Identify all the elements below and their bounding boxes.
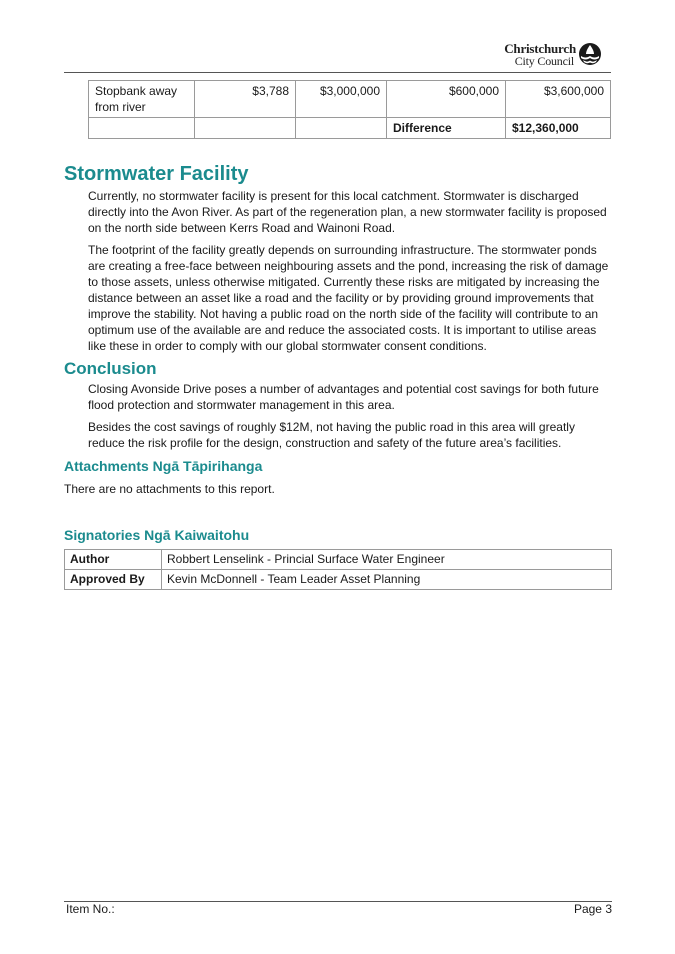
- table-cell: [89, 118, 195, 139]
- table-row: [65, 570, 612, 590]
- table-row: [89, 118, 611, 139]
- logo-text-line2: City Council: [514, 54, 574, 68]
- difference-value: $12,360,000: [506, 118, 611, 139]
- logo-text-line1: Christchurch: [504, 41, 576, 56]
- attachments-text: There are no attachments to this report.: [64, 482, 275, 496]
- difference-label: Difference: [387, 118, 506, 139]
- signatory-name: Robbert Lenselink - Princial Surface Water Engineer: [162, 550, 612, 570]
- signatories-table: [64, 549, 612, 590]
- signatories-heading: Signatories Ngā Kaiwaitohu: [64, 527, 250, 543]
- conclusion-paragraph-2: Besides the cost savings of roughly $12M, not having the public road in this area will greatly reduce the risk profile for the design, construction and safety of the future area’s facilities.: [88, 420, 575, 450]
- city-council-emblem-icon: [578, 42, 602, 66]
- table-row: [89, 81, 611, 118]
- footer-divider: [64, 901, 612, 902]
- signatory-name: Kevin McDonnell - Team Leader Asset Planning: [162, 570, 612, 590]
- stormwater-paragraph-1: Currently, no stormwater facility is present for this local catchment. Stormwater is discharged directly into the Avon River. As part of the regeneration plan, a new stormwater facility is proposed on the north side between Kerrs Road and Wainoni Road.: [88, 189, 607, 235]
- attachments-heading: Attachments Ngā Tāpirihanga: [64, 458, 263, 474]
- table-cell: $600,000: [387, 81, 506, 118]
- table-cell: $3,000,000: [296, 81, 387, 118]
- conclusion-paragraph-1: Closing Avonside Drive poses a number of advantages and potential cost savings for both future flood protection and stormwater management in this area.: [88, 382, 599, 412]
- conclusion-heading: Conclusion: [64, 359, 157, 378]
- table-cell: [195, 118, 296, 139]
- page-number: Page 3: [573, 902, 612, 916]
- council-logo: [496, 41, 606, 69]
- item-number-label: Item No.:: [66, 902, 115, 916]
- signatory-role: Author: [65, 550, 162, 570]
- header-divider: [64, 72, 611, 73]
- table-cell: Stopbank away from river: [89, 81, 195, 118]
- cost-table: [88, 80, 611, 139]
- stormwater-heading: Stormwater Facility: [64, 163, 249, 185]
- table-cell: [296, 118, 387, 139]
- table-cell: $3,788: [195, 81, 296, 118]
- signatory-role: Approved By: [65, 570, 162, 590]
- table-row: [65, 550, 612, 570]
- stormwater-paragraph-2: The footprint of the facility greatly depends on surrounding infrastructure. The stormwater ponds are creating a free-face between neighbouring assets and the pond, increasing the risk of damage to those assets, unless otherwise mitigated. Currently these risks are mitigated by increasing the distance between an asset like a road and the facility or by providing ground improvements that improve the stability. Not having a public road on the north side of the facility will contribute to an optimum use of the available are and reduce the associated costs. It is important to utilise areas like these in order to comply with our global stormwater consent conditions.: [88, 243, 609, 353]
- table-cell: $3,600,000: [506, 81, 611, 118]
